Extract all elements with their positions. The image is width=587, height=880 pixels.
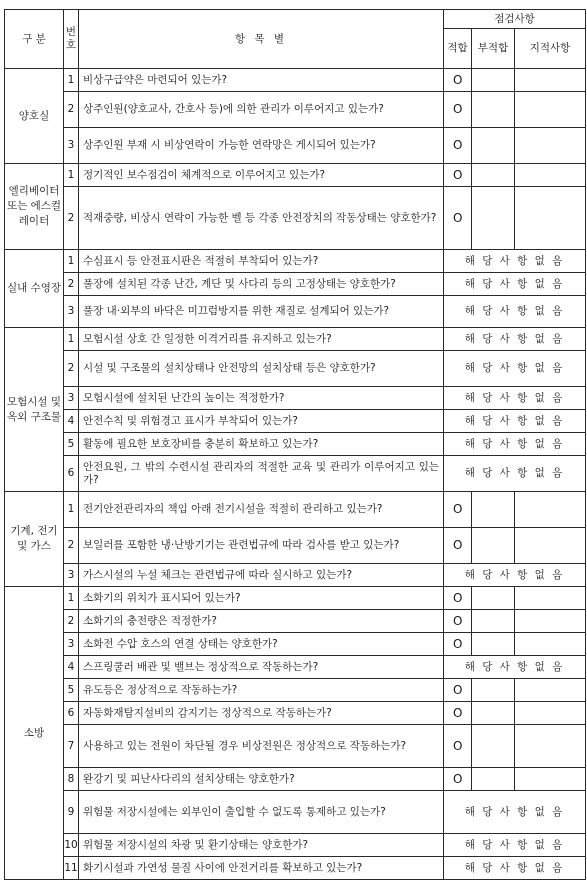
conform-mark: O: [444, 610, 472, 633]
row-number: 1: [64, 587, 79, 610]
category-cell: 모험시설 및 옥외 구조물: [5, 328, 64, 492]
not-applicable-cell: 해 당 사 항 없 음: [444, 387, 586, 410]
row-number: 3: [64, 296, 79, 328]
category-cell: 실내 수영장: [5, 250, 64, 328]
item-text: 스프링쿨러 배관 및 밸브는 정상적으로 작동하는가?: [79, 656, 444, 679]
nonconform-cell: [472, 164, 515, 187]
conform-mark: O: [444, 725, 472, 768]
conform-mark: O: [444, 679, 472, 702]
row-number: 2: [64, 187, 79, 250]
remarks-cell: [515, 702, 586, 725]
conform-mark: O: [444, 492, 472, 528]
not-applicable-cell: 해 당 사 항 없 음: [444, 273, 586, 296]
item-text: 풀장 내·외부의 바닥은 미끄럼방지를 위한 재질로 설계되어 있는가?: [79, 296, 444, 328]
row-number: 5: [64, 679, 79, 702]
nonconform-cell: [472, 492, 515, 528]
item-text: 가스시설의 누설 체크는 관련법규에 따라 실시하고 있는가?: [79, 564, 444, 587]
row-number: 9: [64, 791, 79, 834]
row-number: 2: [64, 273, 79, 296]
not-applicable-cell: 해 당 사 항 없 음: [444, 791, 586, 834]
header-category: 구 분: [5, 10, 64, 69]
row-number: 8: [64, 768, 79, 791]
row-number: 1: [64, 492, 79, 528]
item-text: 유도등은 정상적으로 작동하는가?: [79, 679, 444, 702]
not-applicable-cell: 해 당 사 항 없 음: [444, 351, 586, 387]
item-text: 위험물 저장시설에는 외부인이 출입할 수 없도록 통제하고 있는가?: [79, 791, 444, 834]
row-number: 1: [64, 164, 79, 187]
remarks-cell: [515, 587, 586, 610]
remarks-cell: [515, 164, 586, 187]
item-text: 시설 및 구조물의 설치상태나 안전망의 설치상태 등은 양호한가?: [79, 351, 444, 387]
item-text: 비상구급약은 마련되어 있는가?: [79, 69, 444, 92]
row-number: 6: [64, 702, 79, 725]
header-item: 항 목 별: [79, 10, 444, 69]
remarks-cell: [515, 128, 586, 164]
item-text: 정기적인 보수점검이 체계적으로 이루어지고 있는가?: [79, 164, 444, 187]
not-applicable-cell: 해 당 사 항 없 음: [444, 834, 586, 857]
row-number: 4: [64, 410, 79, 433]
item-text: 보일러를 포함한 냉·난방기기는 관련법규에 따라 검사를 받고 있는가?: [79, 528, 444, 564]
not-applicable-cell: 해 당 사 항 없 음: [444, 433, 586, 456]
nonconform-cell: [472, 702, 515, 725]
not-applicable-cell: 해 당 사 항 없 음: [444, 296, 586, 328]
item-text: 풀장에 설치된 각종 난간, 계단 및 사다리 등의 고정상태는 양호한가?: [79, 273, 444, 296]
inspection-checklist-table: [4, 9, 586, 880]
row-number: 2: [64, 610, 79, 633]
item-text: 상주인원(양호교사, 간호사 등)에 의한 관리가 이루어지고 있는가?: [79, 92, 444, 128]
remarks-cell: [515, 768, 586, 791]
conform-mark: O: [444, 69, 472, 92]
row-number: 6: [64, 456, 79, 492]
category-cell: 소방: [5, 587, 64, 880]
conform-mark: O: [444, 528, 472, 564]
header-check: 점검사항: [444, 10, 586, 29]
row-number: 1: [64, 328, 79, 351]
category-cell: 양호실: [5, 69, 64, 164]
conform-mark: O: [444, 768, 472, 791]
header-conform: 적합: [444, 29, 472, 69]
remarks-cell: [515, 92, 586, 128]
nonconform-cell: [472, 679, 515, 702]
header-nonconform: 부적합: [472, 29, 515, 69]
row-number: 2: [64, 528, 79, 564]
not-applicable-cell: 해 당 사 항 없 음: [444, 857, 586, 880]
category-cell: 기계, 전기 및 가스: [5, 492, 64, 587]
remarks-cell: [515, 610, 586, 633]
header-number: 번호: [64, 10, 79, 69]
nonconform-cell: [472, 187, 515, 250]
item-text: 위험물 저장시설의 차광 및 환기상태는 양호한가?: [79, 834, 444, 857]
row-number: 2: [64, 92, 79, 128]
row-number: 3: [64, 633, 79, 656]
nonconform-cell: [472, 92, 515, 128]
nonconform-cell: [472, 128, 515, 164]
header-remarks: 지적사항: [515, 29, 586, 69]
not-applicable-cell: 해 당 사 항 없 음: [444, 250, 586, 273]
row-number: 7: [64, 725, 79, 768]
nonconform-cell: [472, 528, 515, 564]
conform-mark: O: [444, 587, 472, 610]
category-cell: 엘리베이터 또는 에스컬레이터: [5, 164, 64, 250]
nonconform-cell: [472, 610, 515, 633]
item-text: 사용하고 있는 전원이 차단될 경우 비상전원은 정상적으로 작동하는가?: [79, 725, 444, 768]
not-applicable-cell: 해 당 사 항 없 음: [444, 656, 586, 679]
nonconform-cell: [472, 633, 515, 656]
not-applicable-cell: 해 당 사 항 없 음: [444, 410, 586, 433]
item-text: 소화기의 위치가 표시되어 있는가?: [79, 587, 444, 610]
row-number: 3: [64, 128, 79, 164]
remarks-cell: [515, 633, 586, 656]
item-text: 전기안전관리자의 책임 아래 전기시설을 적절히 관리하고 있는가?: [79, 492, 444, 528]
conform-mark: O: [444, 164, 472, 187]
conform-mark: O: [444, 187, 472, 250]
row-number: 1: [64, 69, 79, 92]
item-text: 상주인원 부재 시 비상연락이 가능한 연락망은 게시되어 있는가?: [79, 128, 444, 164]
row-number: 10: [64, 834, 79, 857]
item-text: 모험시설 상호 간 일정한 이격거리를 유지하고 있는가?: [79, 328, 444, 351]
not-applicable-cell: 해 당 사 항 없 음: [444, 456, 586, 492]
remarks-cell: [515, 679, 586, 702]
item-text: 적재중량, 비상시 연락이 가능한 벨 등 각종 안전장치의 작동상태는 양호한가?: [79, 187, 444, 250]
not-applicable-cell: 해 당 사 항 없 음: [444, 564, 586, 587]
nonconform-cell: [472, 69, 515, 92]
conform-mark: O: [444, 702, 472, 725]
row-number: 3: [64, 564, 79, 587]
item-text: 소화전 수압 호스의 연결 상태는 양호한가?: [79, 633, 444, 656]
remarks-cell: [515, 725, 586, 768]
remarks-cell: [515, 69, 586, 92]
item-text: 모험시설에 설치된 난간의 높이는 적정한가?: [79, 387, 444, 410]
conform-mark: O: [444, 128, 472, 164]
row-number: 11: [64, 857, 79, 880]
item-text: 화기시설과 가연성 물질 사이에 안전거리를 확보하고 있는가?: [79, 857, 444, 880]
row-number: 1: [64, 250, 79, 273]
item-text: 안전요원, 그 밖의 수련시설 관리자의 적절한 교육 및 관리가 이루어지고 있는가?: [79, 456, 444, 492]
nonconform-cell: [472, 587, 515, 610]
row-number: 3: [64, 387, 79, 410]
row-number: 4: [64, 656, 79, 679]
item-text: 수심표시 등 안전표시판은 적절히 부착되어 있는가?: [79, 250, 444, 273]
row-number: 5: [64, 433, 79, 456]
item-text: 자동화재탐지설비의 감지기는 정상적으로 작동하는가?: [79, 702, 444, 725]
conform-mark: O: [444, 92, 472, 128]
item-text: 안전수칙 및 위험경고 표시가 부착되어 있는가?: [79, 410, 444, 433]
item-text: 소화기의 충전량은 적정한가?: [79, 610, 444, 633]
remarks-cell: [515, 528, 586, 564]
row-number: 2: [64, 351, 79, 387]
nonconform-cell: [472, 768, 515, 791]
conform-mark: O: [444, 633, 472, 656]
remarks-cell: [515, 187, 586, 250]
item-text: 활동에 필요한 보호장비를 충분히 확보하고 있는가?: [79, 433, 444, 456]
nonconform-cell: [472, 725, 515, 768]
item-text: 완강기 및 피난사다리의 설치상태는 양호한가?: [79, 768, 444, 791]
not-applicable-cell: 해 당 사 항 없 음: [444, 328, 586, 351]
remarks-cell: [515, 492, 586, 528]
